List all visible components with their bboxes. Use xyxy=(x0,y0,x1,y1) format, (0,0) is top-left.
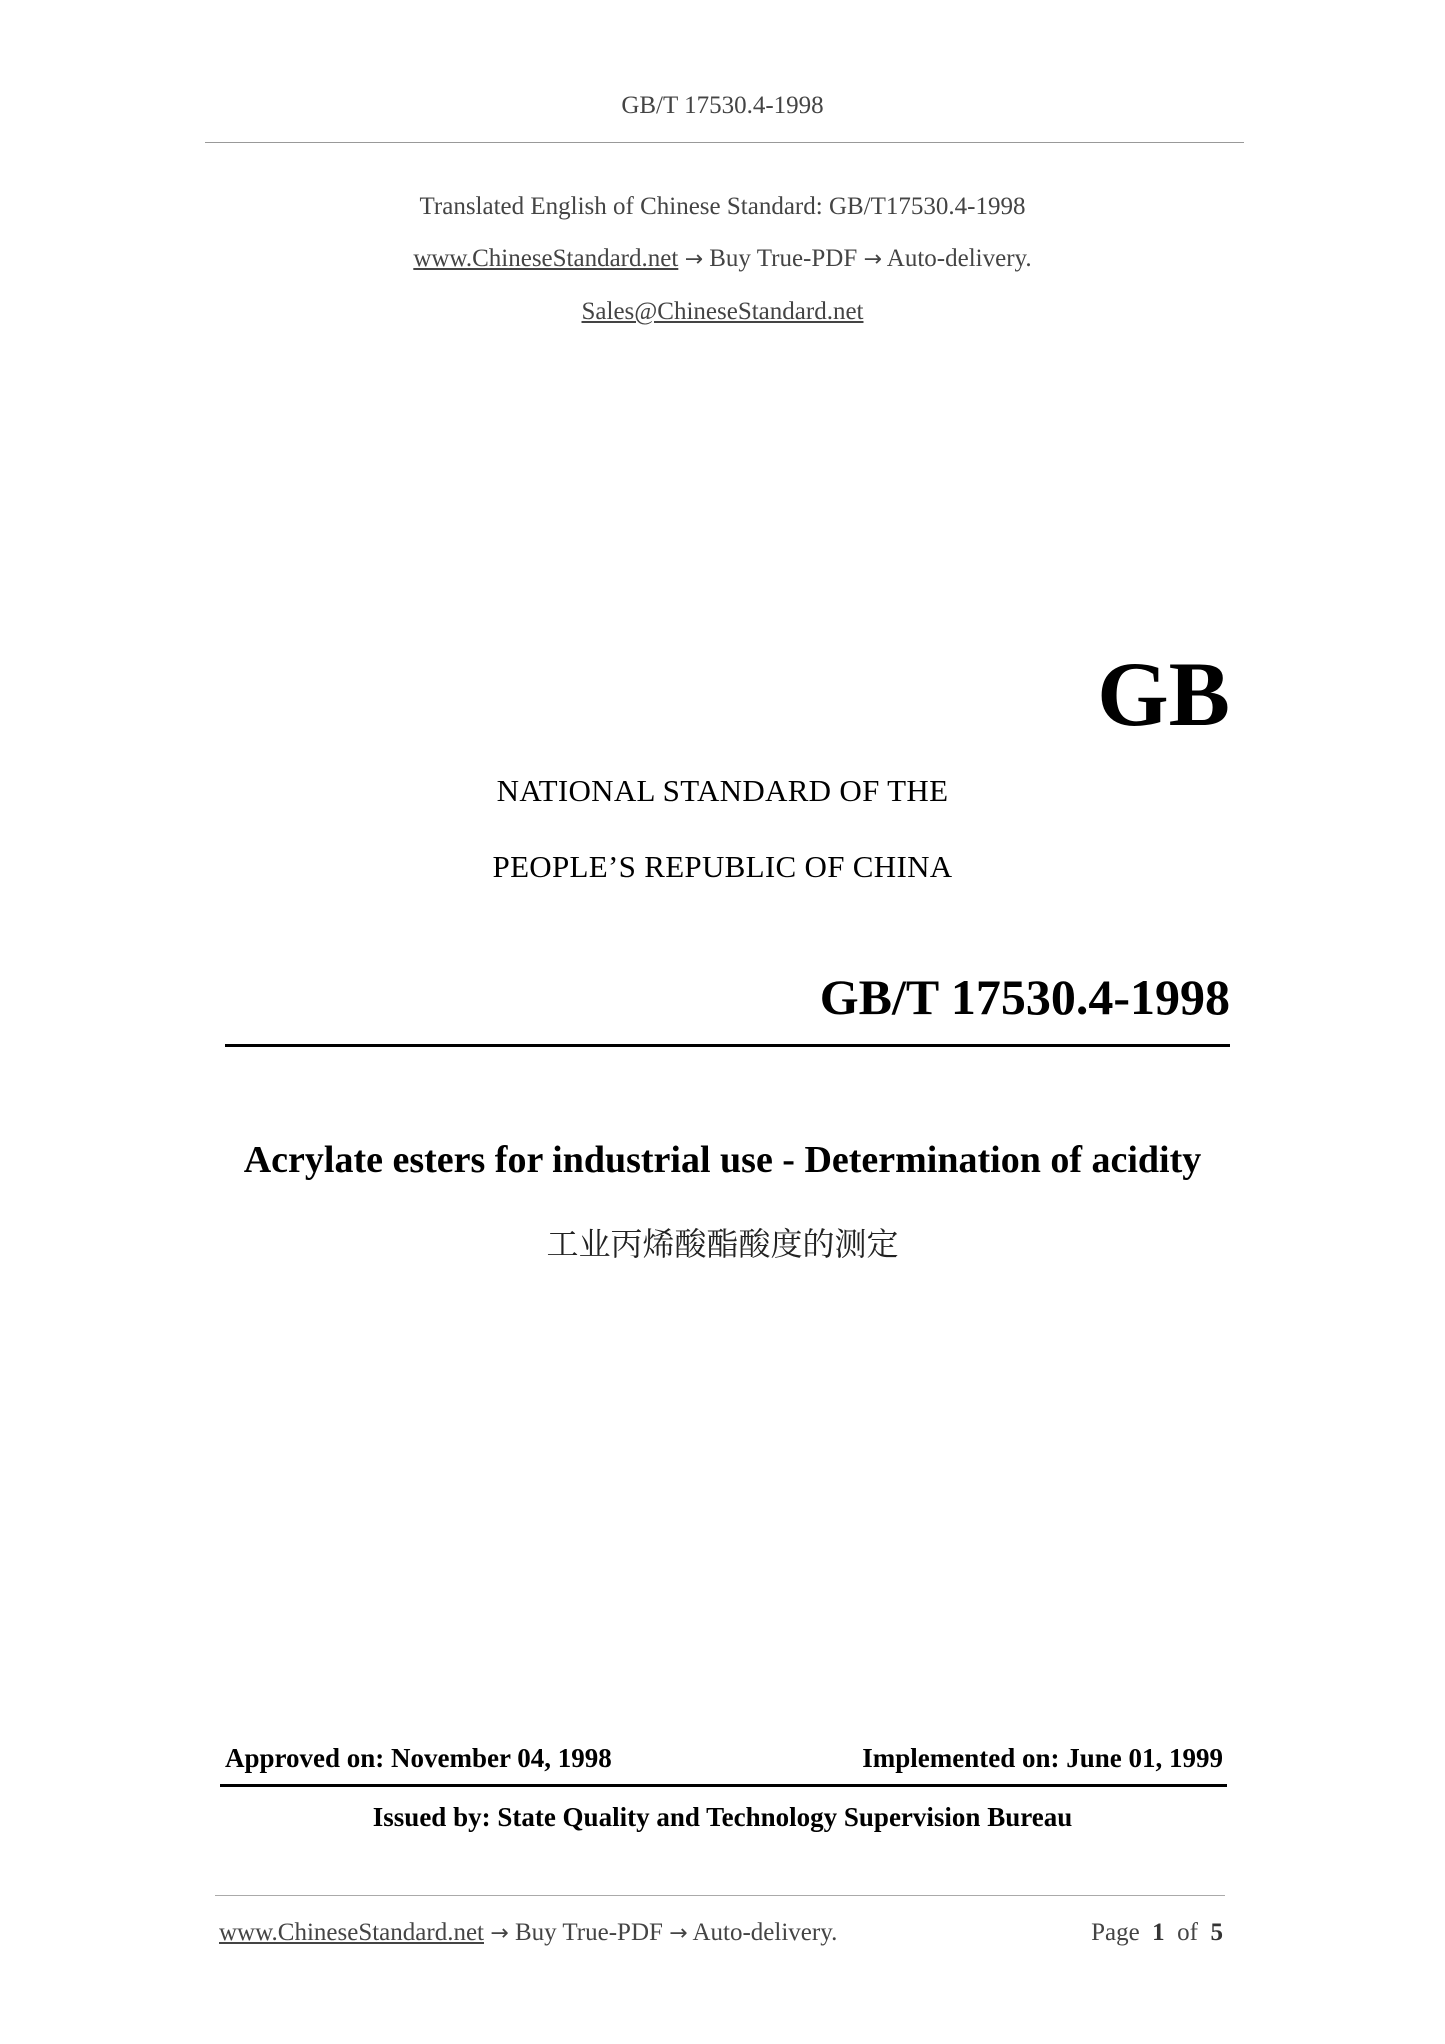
site-link[interactable]: www.ChineseStandard.net xyxy=(413,245,679,272)
running-header: GB/T 17530.4-1998 xyxy=(621,92,824,119)
translation-notice: Translated English of Chinese Standard: GB/T17530.4-1998 xyxy=(419,193,1026,220)
footer-delivery-text: Auto-delivery. xyxy=(692,1919,838,1946)
issued-by: Issued by: State Quality and Technology Supervision Bureau xyxy=(372,1802,1073,1832)
standard-code: GB/T 17530.4-1998 xyxy=(819,969,1230,1025)
page-label: Page xyxy=(1091,1919,1140,1946)
footer-divider xyxy=(215,1895,1225,1896)
national-standard-line-2: PEOPLE’S REPUBLIC OF CHINA xyxy=(492,849,953,884)
gb-logo-mark: GB xyxy=(1097,643,1230,745)
approved-date: Approved on: November 04, 1998 xyxy=(225,1743,612,1773)
footer-site-link[interactable]: www.ChineseStandard.net xyxy=(219,1919,484,1946)
page-total: 5 xyxy=(1210,1919,1223,1946)
arrow-right-icon: → xyxy=(490,1921,509,1946)
title-divider xyxy=(225,1044,1230,1047)
title-english: Acrylate esters for industrial use - Determination of acidity xyxy=(243,1139,1202,1181)
implemented-date: Implemented on: June 01, 1999 xyxy=(862,1743,1223,1773)
arrow-right-icon: → xyxy=(669,1921,688,1946)
dates-divider xyxy=(220,1784,1227,1787)
page-indicator xyxy=(1091,1919,1223,1947)
email-line xyxy=(0,298,1445,326)
of-label: of xyxy=(1177,1919,1198,1946)
title-chinese: 工业丙烯酸酯酸度的测定 xyxy=(546,1225,899,1263)
header-divider xyxy=(205,142,1244,143)
delivery-text: Auto-delivery. xyxy=(886,245,1032,272)
page-current: 1 xyxy=(1152,1919,1165,1946)
national-standard-line-1: NATIONAL STANDARD OF THE xyxy=(496,773,949,808)
email-link[interactable]: Sales@ChineseStandard.net xyxy=(581,298,864,325)
footer-links xyxy=(219,1919,837,1947)
arrow-right-icon: → xyxy=(684,247,703,272)
arrow-right-icon: → xyxy=(863,247,882,272)
buy-text: Buy True-PDF xyxy=(709,245,858,272)
footer-buy-text: Buy True-PDF xyxy=(514,1919,663,1946)
purchase-links xyxy=(0,245,1445,273)
